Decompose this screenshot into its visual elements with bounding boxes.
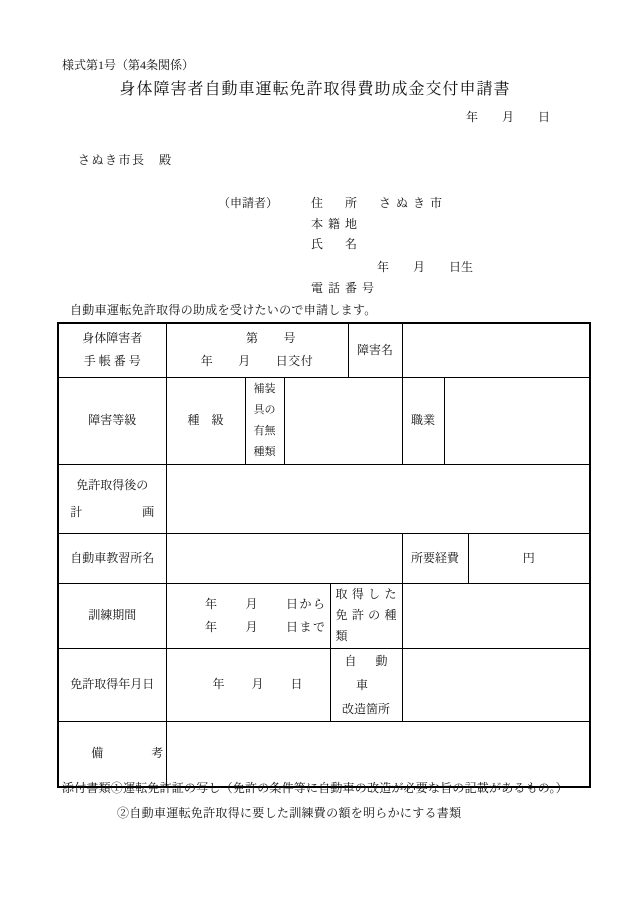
plan-label-line1: 免許取得後の: [76, 477, 149, 492]
handbook-label-line2: 手 帳 番 号: [83, 354, 141, 369]
attachment-note-1: 添付書類①運転免許証の写し（免許の条件等に自動車の改造が必要な旨の記載があるもの。）: [62, 781, 568, 795]
plan-label-char-b: 画: [142, 504, 155, 519]
prosthetic-line4: 種類: [253, 445, 276, 458]
remarks-char-b: 考: [151, 746, 164, 761]
row-acquired: [58, 648, 590, 721]
plan-label-char-a: 計: [70, 504, 83, 519]
disability-name-value-cell: [402, 323, 590, 377]
attachment-note-2: ②自動車運転免許取得に要した訓練費の額を明らかにする書類: [117, 806, 462, 820]
row-training: [58, 583, 590, 648]
applicant-birthdate-line: 年 月 日生: [377, 260, 474, 274]
applicant-address-line: 住 所 さぬき市: [311, 196, 448, 210]
form-number: 様式第1号（第4条関係）: [62, 58, 195, 72]
disability-name-label-cell: 障害名: [348, 323, 402, 377]
acquired-label-cell: 免許取得年月日: [58, 648, 166, 721]
applicant-name-label: 氏 名: [311, 237, 363, 251]
prosthetic-line2: 具の: [253, 403, 276, 416]
occupation-label-cell: 職業: [402, 377, 444, 464]
remarks-value-cell: [166, 721, 590, 787]
handbook-number-line2: 年 月 日交付: [200, 354, 314, 369]
acquired-date-line: 年 月 日: [212, 677, 304, 691]
prosthetic-line1: 補装: [253, 382, 276, 395]
applicant-domicile-label: 本籍地: [311, 217, 363, 231]
addressee: さぬき市長 殿: [78, 153, 173, 167]
row-school: [58, 533, 590, 583]
training-period-to: 年 月 日まで: [204, 619, 327, 634]
occupation-value-cell: [444, 377, 590, 464]
grade-kind-cell: 種 級: [166, 377, 245, 464]
remarks-char-a: 備: [91, 746, 104, 761]
handbook-label-line1: 身体障害者: [82, 331, 143, 346]
application-statement: 自動車運転免許取得の助成を受けたいので申請します。: [70, 303, 377, 317]
cost-value-cell: 円: [468, 533, 590, 583]
modification-label-cell: [330, 648, 402, 721]
prosthetic-value-cell: [284, 377, 402, 464]
row-handbook: [58, 323, 590, 377]
handbook-number-line1: 第 号: [246, 331, 297, 346]
license-type-value-cell: [402, 583, 590, 648]
remarks-label: [91, 742, 163, 765]
page-title: 身体障害者自動車運転免許取得費助成金交付申請書: [119, 81, 511, 98]
plan-label-line2: [70, 499, 154, 526]
license-type-line2: 免許の種: [335, 608, 397, 622]
row-remarks: [58, 721, 590, 787]
modification-line2: 改造箇所: [342, 701, 391, 716]
application-table: [57, 322, 591, 788]
license-type-line1: 取得した: [335, 587, 397, 601]
training-label-cell: 訓練期間: [58, 583, 166, 648]
applicant-phone-label: 電話番号: [311, 281, 380, 295]
row-plan: [58, 464, 590, 533]
row-grade: [58, 377, 590, 464]
prosthetic-label-cell: [245, 377, 284, 464]
remarks-label-cell: [58, 721, 166, 787]
acquired-date-cell: [166, 648, 330, 721]
school-value-cell: [166, 533, 402, 583]
license-type-label-cell: [330, 583, 402, 648]
modification-value-cell: [402, 648, 590, 721]
modification-line1: 自 動 車: [344, 653, 396, 692]
prosthetic-line3: 有無: [253, 424, 276, 437]
plan-value-cell: [166, 464, 590, 533]
grade-label-cell: 障害等級: [58, 377, 166, 464]
school-label-cell: 自動車教習所名: [58, 533, 166, 583]
applicant-prefix: （申請者）: [218, 196, 279, 210]
plan-label-cell: [58, 464, 166, 533]
cost-label-cell: 所要経費: [402, 533, 468, 583]
training-period-from: 年 月 日から: [204, 596, 327, 611]
license-type-line3: 類: [335, 629, 348, 643]
date-line: 年 月 日: [466, 110, 551, 124]
training-period-cell: [166, 583, 330, 648]
handbook-number-cell: [166, 323, 348, 377]
handbook-label-cell: [58, 323, 166, 377]
